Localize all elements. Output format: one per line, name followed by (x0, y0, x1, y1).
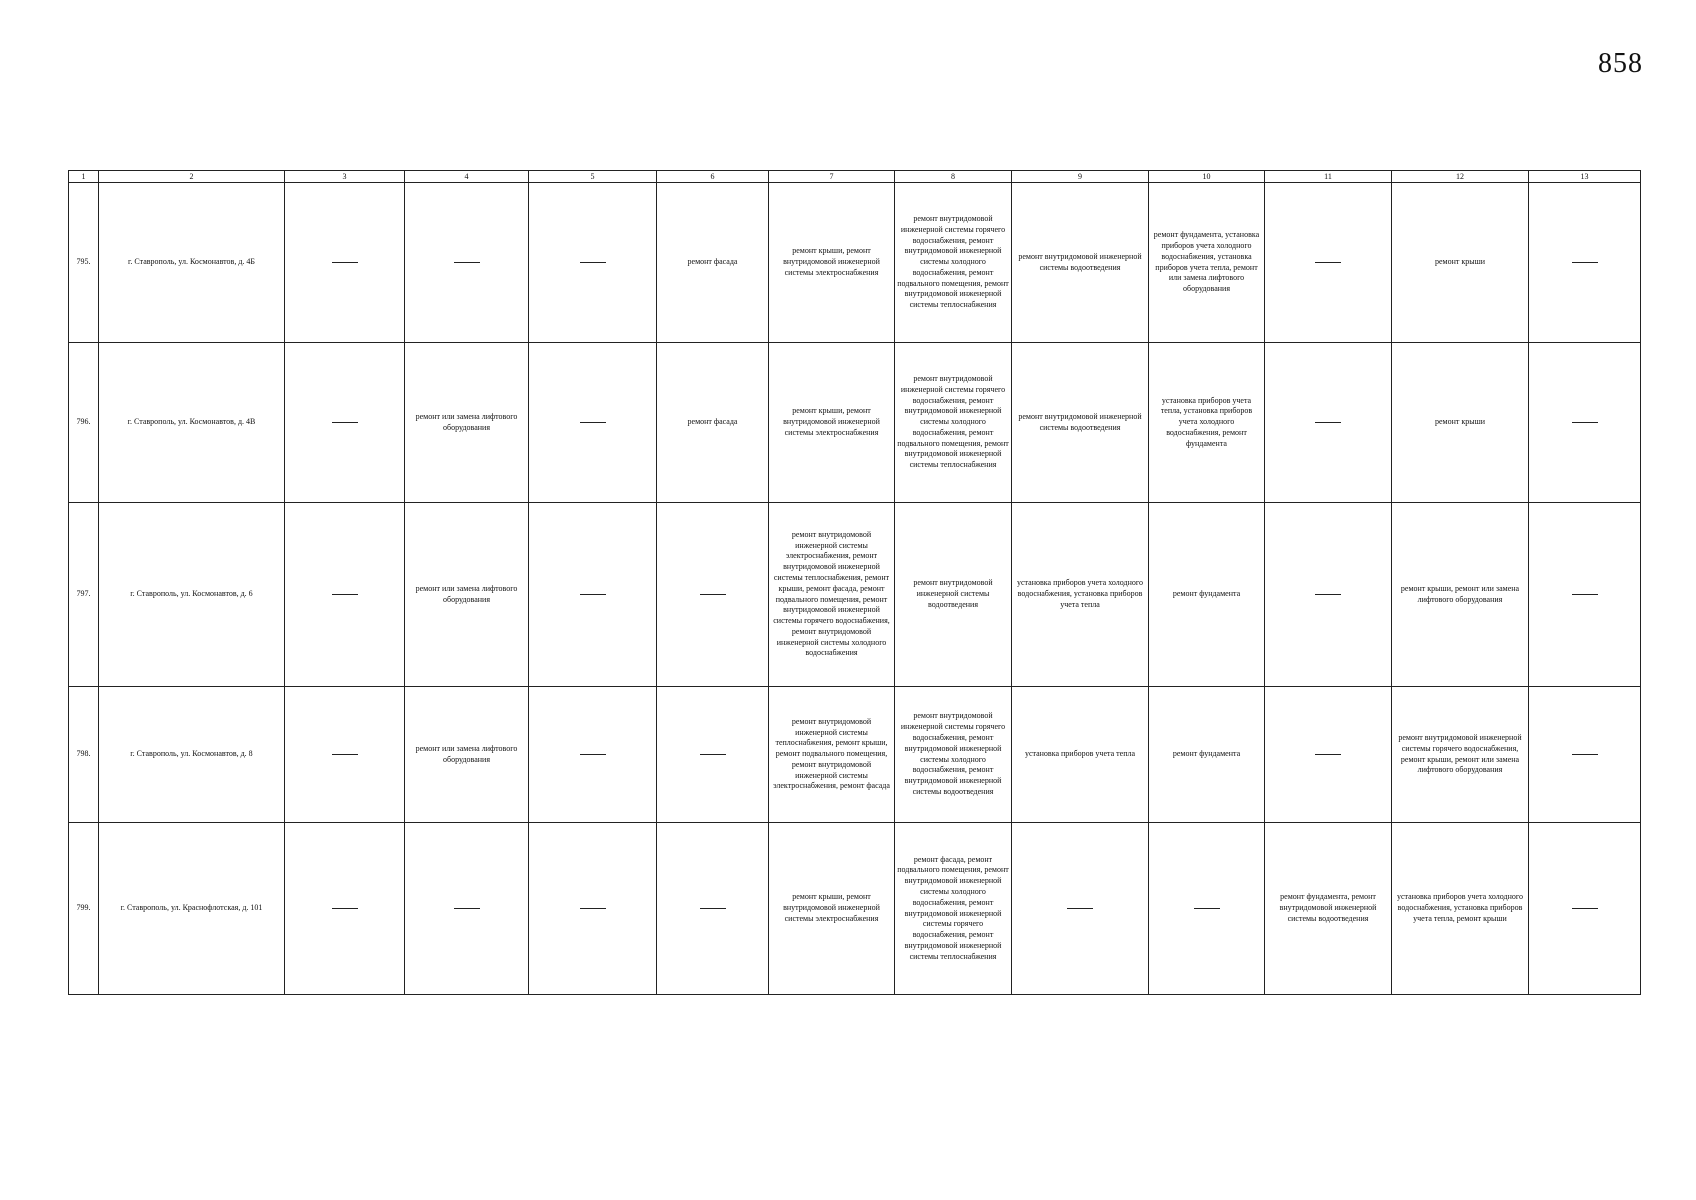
header-cell: 10 (1149, 171, 1265, 183)
cell: установка приборов учета тепла, установка приборов учета холодного водоснабжения, ремонт фундамента (1149, 343, 1265, 503)
cell: ремонт внутридомовой инженерной системы электроснабжения, ремонт внутридомовой инженерной системы теплоснабжения, ремонт крыши, ремонт фасада, ремонт подвального помещения, ремонт внутридомовой инженерной системы горячего водоснабжения, ремонт внутридомовой инженерной системы холодного водоснабжения (769, 503, 895, 687)
dash-mark (1572, 262, 1598, 263)
dash-mark (580, 754, 606, 755)
cell (1265, 687, 1392, 823)
cell (1529, 183, 1641, 343)
dash-mark (1315, 594, 1341, 595)
dash-mark (1572, 422, 1598, 423)
table-row (69, 503, 1641, 687)
header-cell: 7 (769, 171, 895, 183)
cell (1529, 343, 1641, 503)
table-row (69, 183, 1641, 343)
cell (1529, 687, 1641, 823)
dash-mark (580, 594, 606, 595)
cell: ремонт внутридомовой инженерной системы теплоснабжения, ремонт крыши, ремонт подвального помещения, ремонт внутридомовой инженерной системы электроснабжения, ремонт фасада (769, 687, 895, 823)
cell: установка приборов учета холодного водоснабжения, установка приборов учета тепла, ремонт крыши (1392, 823, 1529, 995)
address-cell: г. Ставрополь, ул. Космонавтов, д. 4Б (99, 183, 285, 343)
dash-mark (580, 908, 606, 909)
cell (657, 687, 769, 823)
dash-mark (332, 262, 358, 263)
dash-mark (332, 422, 358, 423)
address-cell: г. Ставрополь, ул. Космонавтов, д. 4В (99, 343, 285, 503)
cell (1529, 823, 1641, 995)
cell: ремонт внутридомовой инженерной системы водоотведения (1012, 183, 1149, 343)
header-cell: 11 (1265, 171, 1392, 183)
cell: ремонт фасада (657, 183, 769, 343)
table-row (69, 823, 1641, 995)
cell (405, 823, 529, 995)
cell (285, 183, 405, 343)
header-cell: 13 (1529, 171, 1641, 183)
header-cell: 6 (657, 171, 769, 183)
cell (285, 343, 405, 503)
row-number: 799. (69, 823, 99, 995)
table-row (69, 687, 1641, 823)
cell: ремонт крыши, ремонт внутридомовой инженерной системы электроснабжения (769, 183, 895, 343)
table-row (69, 343, 1641, 503)
cell: ремонт или замена лифтового оборудования (405, 687, 529, 823)
cell: ремонт фасада (657, 343, 769, 503)
dash-mark (1315, 422, 1341, 423)
cell (529, 687, 657, 823)
dash-mark (1315, 262, 1341, 263)
dash-mark (1572, 754, 1598, 755)
dash-mark (700, 754, 726, 755)
dash-mark (332, 754, 358, 755)
cell: ремонт внутридомовой инженерной системы водоотведения (1012, 343, 1149, 503)
cell (1265, 183, 1392, 343)
cell (285, 503, 405, 687)
header-cell: 2 (99, 171, 285, 183)
header-cell: 9 (1012, 171, 1149, 183)
cell (529, 343, 657, 503)
cell: ремонт фундамента, ремонт внутридомовой инженерной системы водоотведения (1265, 823, 1392, 995)
dash-mark (580, 422, 606, 423)
cell: ремонт внутридомовой инженерной системы горячего водоснабжения, ремонт внутридомовой инженерной системы холодного водоснабжения, ремонт подвального помещения, ремонт внутридомовой инженерной системы теплоснабжения (895, 183, 1012, 343)
header-cell: 8 (895, 171, 1012, 183)
cell: ремонт внутридомовой инженерной системы горячего водоснабжения, ремонт внутридомовой инженерной системы холодного водоснабжения, ремонт внутридомовой инженерной системы водоотведения (895, 687, 1012, 823)
header-cell: 1 (69, 171, 99, 183)
dash-mark (1194, 908, 1220, 909)
cell (657, 503, 769, 687)
dash-mark (332, 908, 358, 909)
column-number-header (69, 171, 1641, 183)
page-number: 858 (1598, 48, 1643, 79)
dash-mark (1315, 754, 1341, 755)
dash-mark (332, 594, 358, 595)
cell (1265, 503, 1392, 687)
dash-mark (1572, 908, 1598, 909)
cell: ремонт крыши, ремонт внутридомовой инженерной системы электроснабжения (769, 823, 895, 995)
cell: ремонт внутридомовой инженерной системы горячего водоснабжения, ремонт крыши, ремонт или замена лифтового оборудования (1392, 687, 1529, 823)
row-number: 798. (69, 687, 99, 823)
cell (529, 503, 657, 687)
address-cell: г. Ставрополь, ул. Краснофлотская, д. 101 (99, 823, 285, 995)
cell (285, 823, 405, 995)
dash-mark (1067, 908, 1093, 909)
cell: установка приборов учета тепла (1012, 687, 1149, 823)
cell (1529, 503, 1641, 687)
repair-schedule-table (68, 170, 1641, 995)
cell (1265, 343, 1392, 503)
cell (529, 823, 657, 995)
row-number: 797. (69, 503, 99, 687)
cell (1149, 823, 1265, 995)
cell: установка приборов учета холодного водоснабжения, установка приборов учета тепла (1012, 503, 1149, 687)
cell: ремонт крыши (1392, 183, 1529, 343)
dash-mark (580, 262, 606, 263)
cell: ремонт или замена лифтового оборудования (405, 343, 529, 503)
cell (1012, 823, 1149, 995)
cell: ремонт фундамента, установка приборов учета холодного водоснабжения, установка приборов учета тепла, ремонт или замена лифтового оборудования (1149, 183, 1265, 343)
cell: ремонт крыши (1392, 343, 1529, 503)
dash-mark (700, 594, 726, 595)
cell: ремонт фасада, ремонт подвального помещения, ремонт внутридомовой инженерной системы холодного водоснабжения, ремонт внутридомовой инженерной системы горячего водоснабжения, ремонт внутридомовой инженерной системы теплоснабжения (895, 823, 1012, 995)
cell (529, 183, 657, 343)
cell: ремонт крыши, ремонт внутридомовой инженерной системы электроснабжения (769, 343, 895, 503)
cell: ремонт внутридомовой инженерной системы горячего водоснабжения, ремонт внутридомовой инженерной системы холодного водоснабжения, ремонт подвального помещения, ремонт внутридомовой инженерной системы теплоснабжения (895, 343, 1012, 503)
header-cell: 5 (529, 171, 657, 183)
cell: ремонт фундамента (1149, 687, 1265, 823)
cell: ремонт крыши, ремонт или замена лифтового оборудования (1392, 503, 1529, 687)
dash-mark (454, 908, 480, 909)
dash-mark (700, 908, 726, 909)
address-cell: г. Ставрополь, ул. Космонавтов, д. 6 (99, 503, 285, 687)
cell (657, 823, 769, 995)
cell: ремонт или замена лифтового оборудования (405, 503, 529, 687)
cell: ремонт внутридомовой инженерной системы водоотведения (895, 503, 1012, 687)
cell (285, 687, 405, 823)
row-number: 795. (69, 183, 99, 343)
header-cell: 12 (1392, 171, 1529, 183)
row-number: 796. (69, 343, 99, 503)
cell (405, 183, 529, 343)
dash-mark (1572, 594, 1598, 595)
dash-mark (454, 262, 480, 263)
header-cell: 4 (405, 171, 529, 183)
address-cell: г. Ставрополь, ул. Космонавтов, д. 8 (99, 687, 285, 823)
header-cell: 3 (285, 171, 405, 183)
cell: ремонт фундамента (1149, 503, 1265, 687)
